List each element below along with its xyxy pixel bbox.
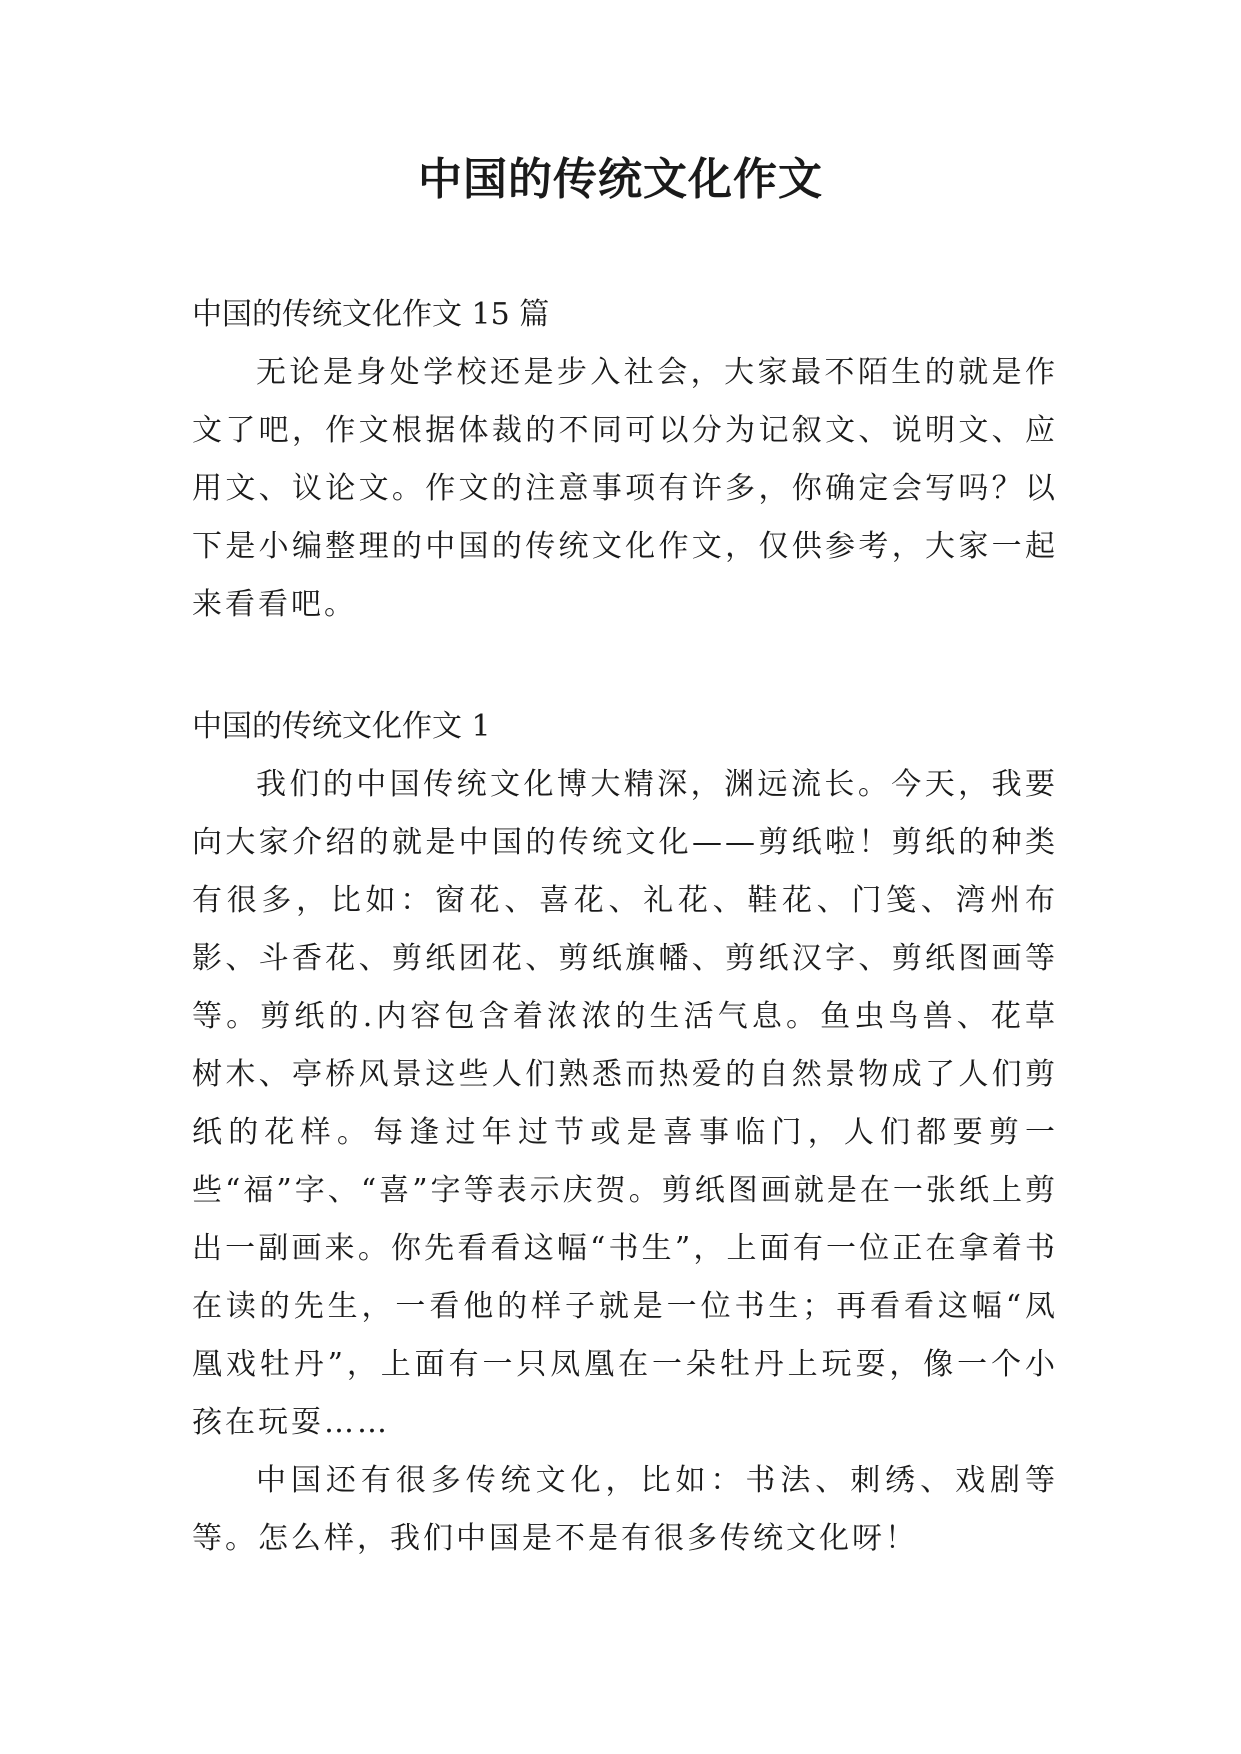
document-title: 中国的传统文化作文 <box>418 154 823 205</box>
intro-heading: 中国的传统文化作文 15 篇 <box>192 297 550 332</box>
section-spacer <box>192 634 1058 698</box>
document-body <box>192 286 1058 1568</box>
section1-paragraph-1: 我们的中国传统文化博大精深，渊远流长。今天，我要向大家介绍的就是中国的传统文化——剪纸啦！剪纸的种类有很多，比如：窗花、喜花、礼花、鞋花、门笺、湾州布影、斗香花、剪纸团花、剪纸旗幡、剪纸汉字、剪纸图画等等。剪纸的.内容包含着浓浓的生活气息。鱼虫鸟兽、花草树木、亭桥风景这些人们熟悉而热爱的自然景物成了人们剪纸的花样。每逢过年过节或是喜事临门，人们都要剪一些“福”字、“喜”字等表示庆贺。剪纸图画就是在一张纸上剪出一副画来。你先看看这幅“书生”，上面有一位正在拿着书在读的先生，一看他的样子就是一位书生；再看看这幅“凤凰戏牡丹”，上面有一只凤凰在一朵牡丹上玩耍，像一个小孩在玩耍…… <box>192 767 1058 1440</box>
section1-heading: 中国的传统文化作文 1 <box>192 709 491 744</box>
section1-paragraph-2: 中国还有很多传统文化，比如：书法、刺绣、戏剧等等。怎么样，我们中国是不是有很多传统文化呀！ <box>192 1463 1058 1556</box>
intro-paragraph: 无论是身处学校还是步入社会，大家最不陌生的就是作文了吧，作文根据体裁的不同可以分为记叙文、说明文、应用文、议论文。作文的注意事项有许多，你确定会写吗？以下是小编整理的中国的传统文化作文，仅供参考，大家一起来看看吧。 <box>192 355 1058 622</box>
